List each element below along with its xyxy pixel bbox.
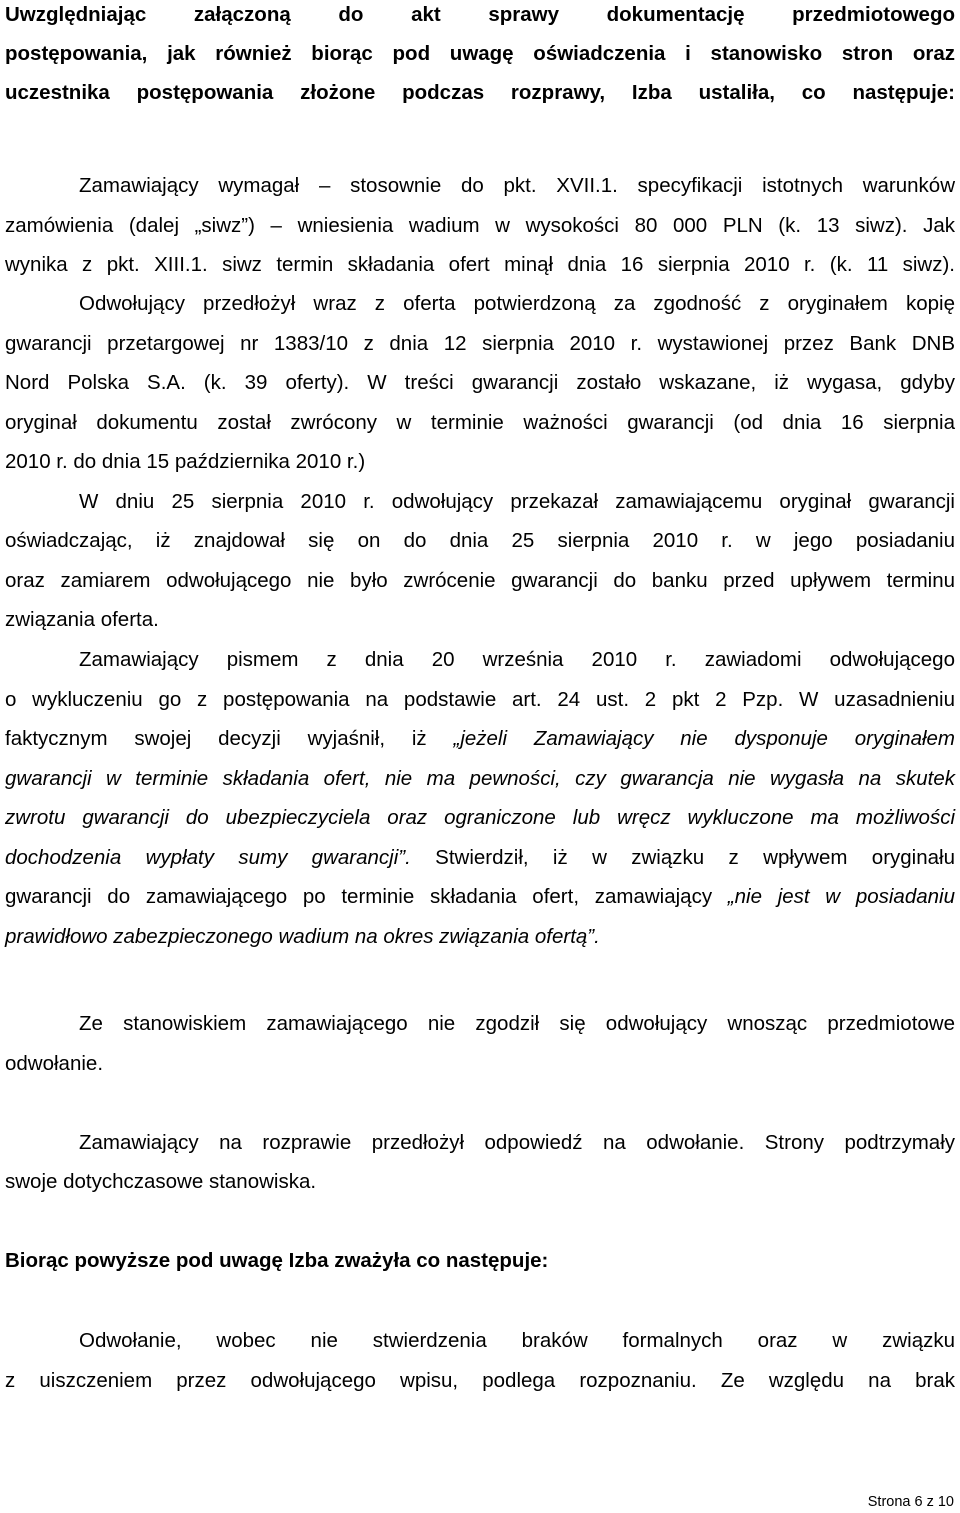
decision-line-4	[5, 844, 955, 872]
findings-line-11: oraz zamiarem odwołującego nie było zwrócenie gwarancji do banku przed upływem terminu	[5, 569, 955, 592]
decision-line-5	[5, 883, 955, 911]
findings-line-2: zamówienia (dalej „siwz”) – wniesienia wadium w wysokości 80 000 PLN (k. 13 siwz). Jak	[5, 214, 955, 237]
page-number: Strona 6 z 10	[867, 1494, 954, 1510]
intro-line-3: uczestnika postępowania złożone podczas rozprawy, Izba ustaliła, co następuje:	[5, 81, 955, 104]
decision-quote-line-2: gwarancji w terminie składania ofert, nie ma pewności, czy gwarancja nie wygasła na skutek	[5, 767, 955, 790]
findings-line-14: o wykluczeniu go z postępowania na podstawie art. 24 ust. 2 pkt 2 Pzp. W uzasadnieniu	[5, 688, 955, 711]
findings-line-6: Nord Polska S.A. (k. 39 oferty). W treści gwarancji zostało wskazane, iż wygasa, gdyby	[5, 371, 955, 394]
findings-line-5: gwarancji przetargowej nr 1383/10 z dnia 12 sierpnia 2010 r. wystawionej przez Bank DNB	[5, 332, 955, 355]
intro-line-2: postępowania, jak również biorąc pod uwagę oświadczenia i stanowisko stron oraz	[5, 42, 955, 65]
findings-line-12: związania oferta.	[5, 608, 159, 631]
findings-line-9: W dniu 25 sierpnia 2010 r. odwołujący przekazał zamawiającemu oryginał gwarancji	[79, 490, 955, 513]
decision-quote-start: „jeżeli Zamawiający nie dysponuje oryginałem	[453, 727, 955, 750]
decision-line-6	[5, 923, 955, 951]
decision-quote-end: dochodzenia wypłaty sumy gwarancji”.	[5, 846, 411, 869]
decision-line-2	[5, 765, 955, 793]
findings-line-7: oryginał dokumentu został zwrócony w terminie ważności gwarancji (od dnia 16 sierpnia	[5, 411, 955, 434]
position-line-2: odwołanie.	[5, 1052, 104, 1075]
decision-quote-2-start: „nie jest w posiadaniu	[727, 885, 955, 908]
decision-line-1	[5, 725, 955, 753]
decision-line-1-text: faktycznym swojej decyzji wyjaśnił, iż	[5, 727, 454, 750]
position-line-1: Ze stanowiskiem zamawiającego nie zgodził się odwołujący wnosząc przedmiotowe	[79, 1012, 955, 1035]
findings-line-13: Zamawiający pismem z dnia 20 września 2010 r. zawiadomi odwołującego	[79, 648, 955, 671]
position-line-3: Zamawiający na rozprawie przedłożył odpowiedź na odwołanie. Strony podtrzymały	[79, 1131, 955, 1154]
findings-line-3: wynika z pkt. XIII.1. siwz termin składania ofert minął dnia 16 sierpnia 2010 r. (k. 11 siwz).	[5, 253, 955, 276]
findings-line-4: Odwołujący przedłożył wraz z oferta potwierdzoną za zgodność z oryginałem kopię	[79, 292, 955, 315]
final-line-2: z uiszczeniem przez odwołującego wpisu, podlega rozpoznaniu. Ze względu na brak	[5, 1369, 955, 1392]
intro-line-1: Uwzględniając załączoną do akt sprawy dokumentację przedmiotowego	[5, 3, 955, 26]
decision-quote-2-end: prawidłowo zabezpieczonego wadium na okres związania ofertą”.	[5, 925, 600, 948]
position-line-4: swoje dotychczasowe stanowiska.	[5, 1170, 317, 1193]
final-line-1: Odwołanie, wobec nie stwierdzenia braków formalnych oraz w związku	[79, 1329, 955, 1352]
decision-line-5-text: gwarancji do zamawiającego po terminie składania ofert, zamawiający	[5, 885, 728, 908]
decision-line-4-text: Stwierdził, iż w związku z wpływem oryginału	[410, 846, 955, 869]
findings-line-1: Zamawiający wymagał – stosownie do pkt. XVII.1. specyfikacji istotnych warunków	[79, 174, 955, 197]
findings-line-10: oświadczając, iż znajdował się on do dnia 25 sierpnia 2010 r. w jego posiadaniu	[5, 529, 955, 552]
findings-line-8: 2010 r. do dnia 15 października 2010 r.)	[5, 450, 366, 473]
section-heading: Biorąc powyższe pod uwagę Izba zważyła co następuje:	[5, 1249, 549, 1272]
decision-quote-line-3: zwrotu gwarancji do ubezpieczyciela oraz ograniczone lub wręcz wykluczone ma możliwości	[5, 806, 955, 829]
decision-line-3	[5, 804, 955, 832]
